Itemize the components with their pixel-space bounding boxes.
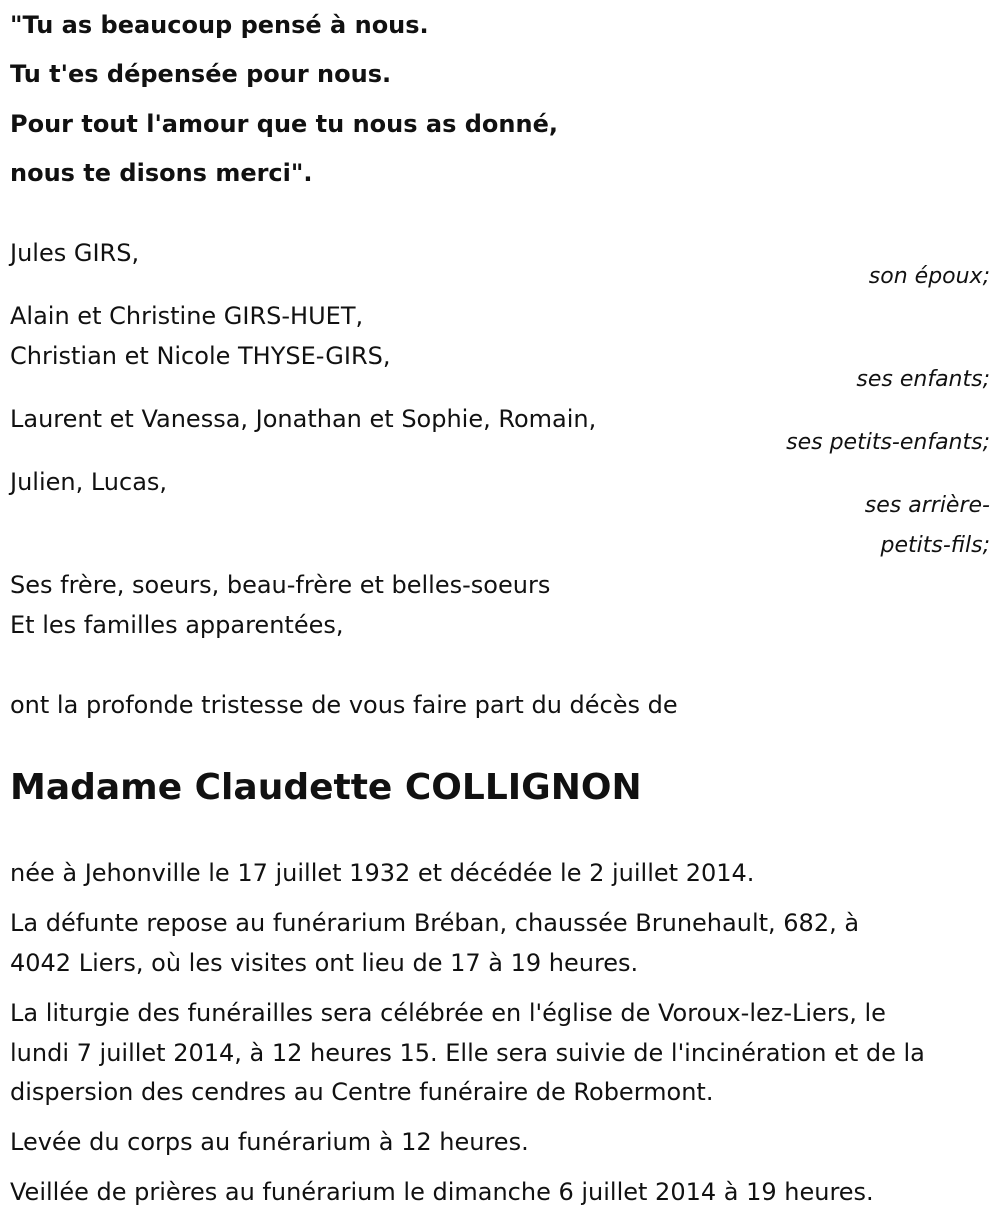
quote-line-1: "Tu as beaucoup pensé à nous. — [10, 11, 429, 39]
liturgy-line-3: dispersion des cendres au Centre funéraire de Robermont. — [10, 1078, 714, 1106]
children-relation: ses enfants; — [856, 367, 990, 392]
birth-death-text: née à Jehonville le 17 juillet 1932 et décédée le 2 juillet 2014. — [10, 859, 755, 887]
great-grandchildren-relation-1: ses arrière- — [864, 493, 990, 518]
liturgy-line-1: La liturgie des funérailles sera célébrée en l'église de Voroux-lez-Liers, le — [10, 999, 886, 1027]
great-grandchildren: Julien, Lucas, — [10, 468, 168, 496]
announcement-text: ont la profonde tristesse de vous faire part du décès de — [10, 691, 678, 719]
grandchildren-relation: ses petits-enfants; — [786, 430, 990, 455]
body-lifting-text: Levée du corps au funérarium à 12 heures. — [10, 1128, 529, 1156]
rest-location-line-1: La défunte repose au funérarium Bréban, chaussée Brunehault, 682, à — [10, 909, 860, 937]
liturgy-line-2: lundi 7 juillet 2014, à 12 heures 15. Elle sera suivie de l'incinération et de la — [10, 1039, 925, 1067]
quote-line-4: nous te disons merci". — [10, 159, 313, 187]
spouse-relation: son époux; — [868, 264, 990, 289]
relatives: Et les familles apparentées, — [10, 611, 344, 639]
child-1: Alain et Christine GIRS-HUET, — [10, 302, 364, 330]
spouse-name: Jules GIRS, — [10, 239, 140, 267]
grandchildren: Laurent et Vanessa, Jonathan et Sophie, Romain, — [10, 405, 597, 433]
rest-location-line-2: 4042 Liers, où les visites ont lieu de 17 à 19 heures. — [10, 949, 639, 977]
quote-line-3: Pour tout l'amour que tu nous as donné, — [10, 110, 558, 138]
child-2: Christian et Nicole THYSE-GIRS, — [10, 342, 391, 370]
vigil-text: Veillée de prières au funérarium le dimanche 6 juillet 2014 à 19 heures. — [10, 1178, 874, 1206]
siblings: Ses frère, soeurs, beau-frère et belles-soeurs — [10, 571, 551, 599]
great-grandchildren-relation-2: petits-fils; — [880, 533, 990, 558]
deceased-name: Madame Claudette COLLIGNON — [10, 767, 642, 808]
quote-line-2: Tu t'es dépensée pour nous. — [10, 60, 392, 88]
